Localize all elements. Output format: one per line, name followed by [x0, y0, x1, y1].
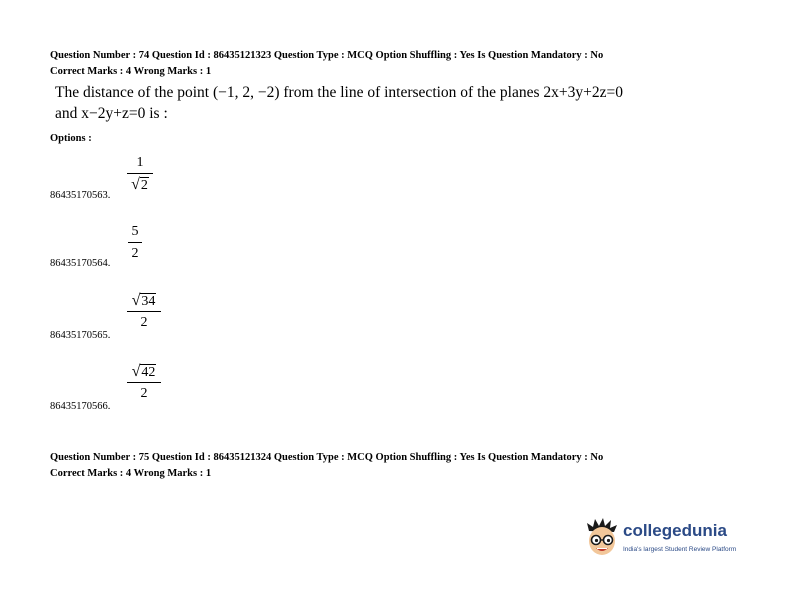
- option-2-fraction: [128, 224, 142, 262]
- q75-meta-line2: Correct Marks : 4 Wrong Marks : 1: [50, 468, 212, 479]
- option-id-2: 86435170564.: [50, 258, 111, 269]
- sqrt-icon: √: [131, 176, 140, 193]
- option-1-denominator-radicand: 2: [140, 178, 148, 193]
- option-4-denominator: 2: [140, 386, 148, 401]
- option-3-fraction-bar: [127, 311, 161, 312]
- logo-tagline: India's largest Student Review Platform: [623, 546, 737, 553]
- mascot-icon: [583, 517, 621, 563]
- q74-question-text-line2: and x−2y+z=0 is :: [55, 105, 168, 122]
- option-2-fraction-bar: [128, 242, 142, 243]
- q74-question-text-line1: The distance of the point (−1, 2, −2) from the line of intersection of the planes 2x+3y+2z=0: [55, 84, 623, 101]
- option-id-4: 86435170566.: [50, 401, 111, 412]
- option-3-numerator-radicand: 34: [141, 294, 156, 309]
- option-1-fraction: [127, 155, 153, 193]
- sqrt-icon: √: [131, 292, 141, 309]
- option-3-denominator: 2: [140, 315, 148, 330]
- q74-meta-line2: Correct Marks : 4 Wrong Marks : 1: [50, 66, 212, 77]
- option-1-denominator: [131, 177, 149, 193]
- option-2-numerator: 5: [131, 224, 139, 239]
- option-4-numerator: [132, 364, 157, 380]
- q74-meta-line1: Question Number : 74 Question Id : 86435121323 Question Type : MCQ Option Shuffling : Yes Is Question Mandatory : No: [50, 50, 604, 61]
- option-3-numerator: [132, 293, 157, 309]
- options-label: Options :: [50, 133, 92, 144]
- option-2-denominator: 2: [131, 246, 139, 261]
- option-3-fraction: [127, 293, 161, 331]
- logo-brand-name: collegedunia: [623, 521, 727, 540]
- option-1-numerator: 1: [136, 155, 144, 170]
- option-4-fraction: [127, 364, 161, 402]
- collegedunia-logo: [583, 517, 743, 563]
- option-id-1: 86435170563.: [50, 190, 111, 201]
- option-1-fraction-bar: [127, 173, 153, 174]
- sqrt-icon: √: [131, 363, 141, 380]
- option-4-fraction-bar: [127, 382, 161, 383]
- q75-meta-line1: Question Number : 75 Question Id : 86435121324 Question Type : MCQ Option Shuffling : Yes Is Question Mandatory : No: [50, 452, 604, 463]
- option-id-3: 86435170565.: [50, 330, 111, 341]
- option-4-numerator-radicand: 42: [141, 365, 156, 380]
